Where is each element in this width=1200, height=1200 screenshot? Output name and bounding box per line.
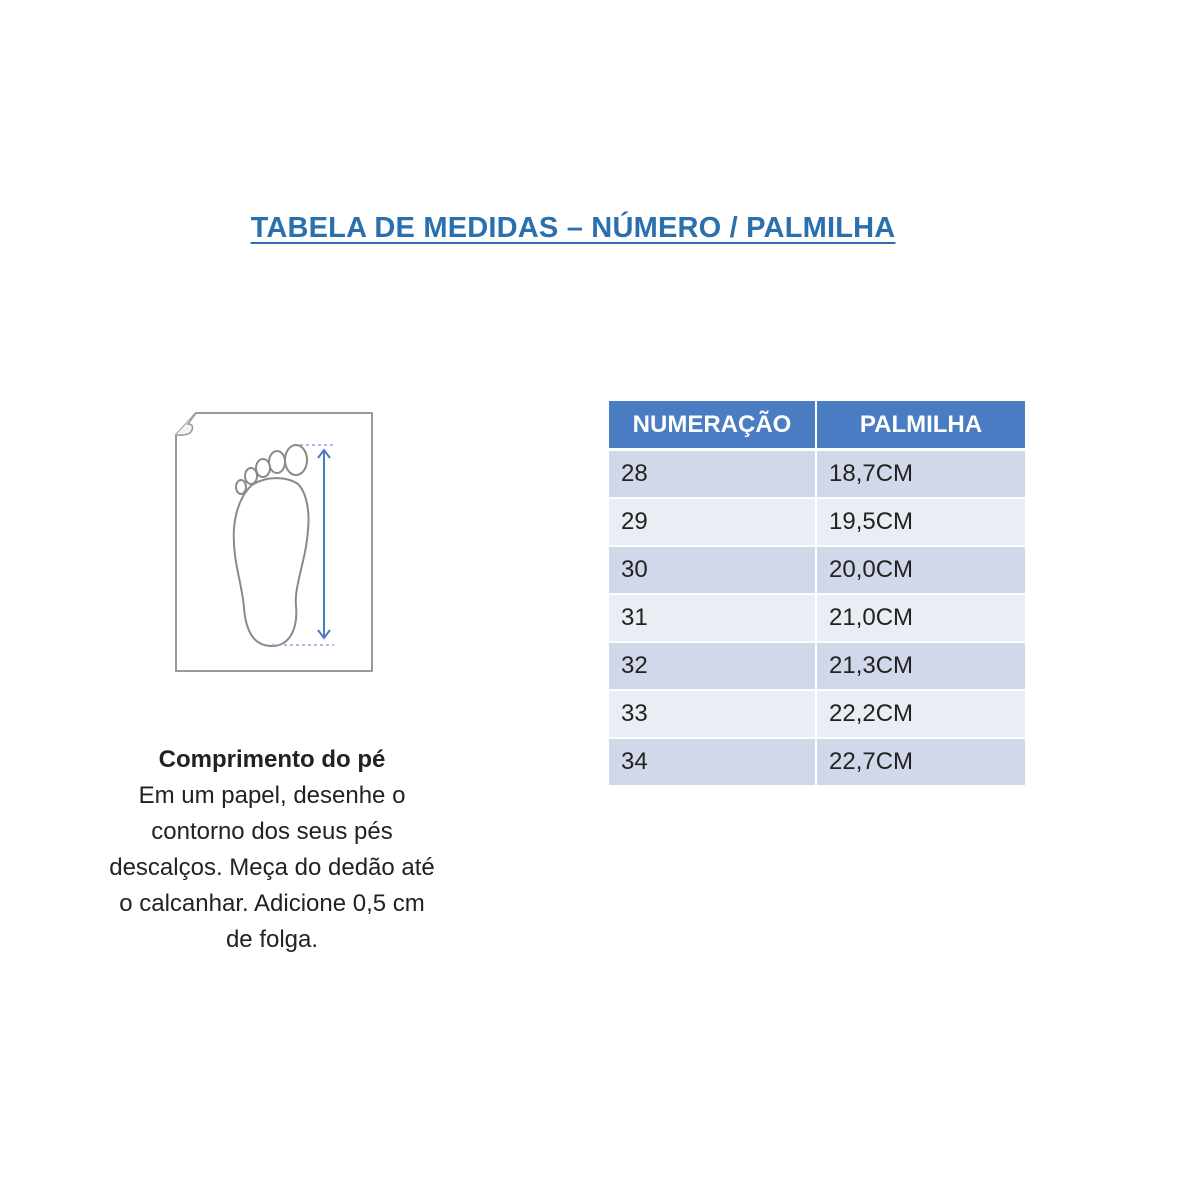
header-palmilha: PALMILHA: [815, 401, 1025, 451]
caption-line: de folga.: [225, 926, 319, 953]
cell-insole: 22,7CM: [815, 739, 1025, 787]
table-row: [609, 595, 1025, 643]
size-table: [609, 401, 1025, 787]
cell-insole: 19,5CM: [815, 499, 1025, 547]
cell-size: 33: [609, 691, 815, 739]
caption-line: Em um papel, desenhe o: [138, 782, 406, 809]
header-numeracao: NUMERAÇÃO: [609, 401, 815, 451]
table-row: [609, 499, 1025, 547]
table-row: [609, 451, 1025, 499]
caption-line: o calcanhar. Adicione 0,5 cm: [119, 890, 425, 917]
table-row: [609, 691, 1025, 739]
page-title: TABELA DE MEDIDAS – NÚMERO / PALMILHA: [250, 212, 896, 244]
foot-measure-icon: [172, 410, 377, 674]
cell-insole: 20,0CM: [815, 547, 1025, 595]
table-header-row: [609, 401, 1025, 451]
cell-size: 31: [609, 595, 815, 643]
foot-length-instructions: [72, 742, 472, 958]
cell-insole: 18,7CM: [815, 451, 1025, 499]
caption-title: Comprimento do pé: [158, 746, 386, 773]
cell-size: 29: [609, 499, 815, 547]
cell-insole: 22,2CM: [815, 691, 1025, 739]
cell-size: 34: [609, 739, 815, 787]
table-row: [609, 643, 1025, 691]
caption-line: descalços. Meça do dedão até: [109, 854, 435, 881]
cell-size: 32: [609, 643, 815, 691]
table-row: [609, 547, 1025, 595]
cell-insole: 21,3CM: [815, 643, 1025, 691]
table-row: [609, 739, 1025, 787]
cell-size: 28: [609, 451, 815, 499]
cell-size: 30: [609, 547, 815, 595]
caption-line: contorno dos seus pés: [151, 818, 393, 845]
cell-insole: 21,0CM: [815, 595, 1025, 643]
